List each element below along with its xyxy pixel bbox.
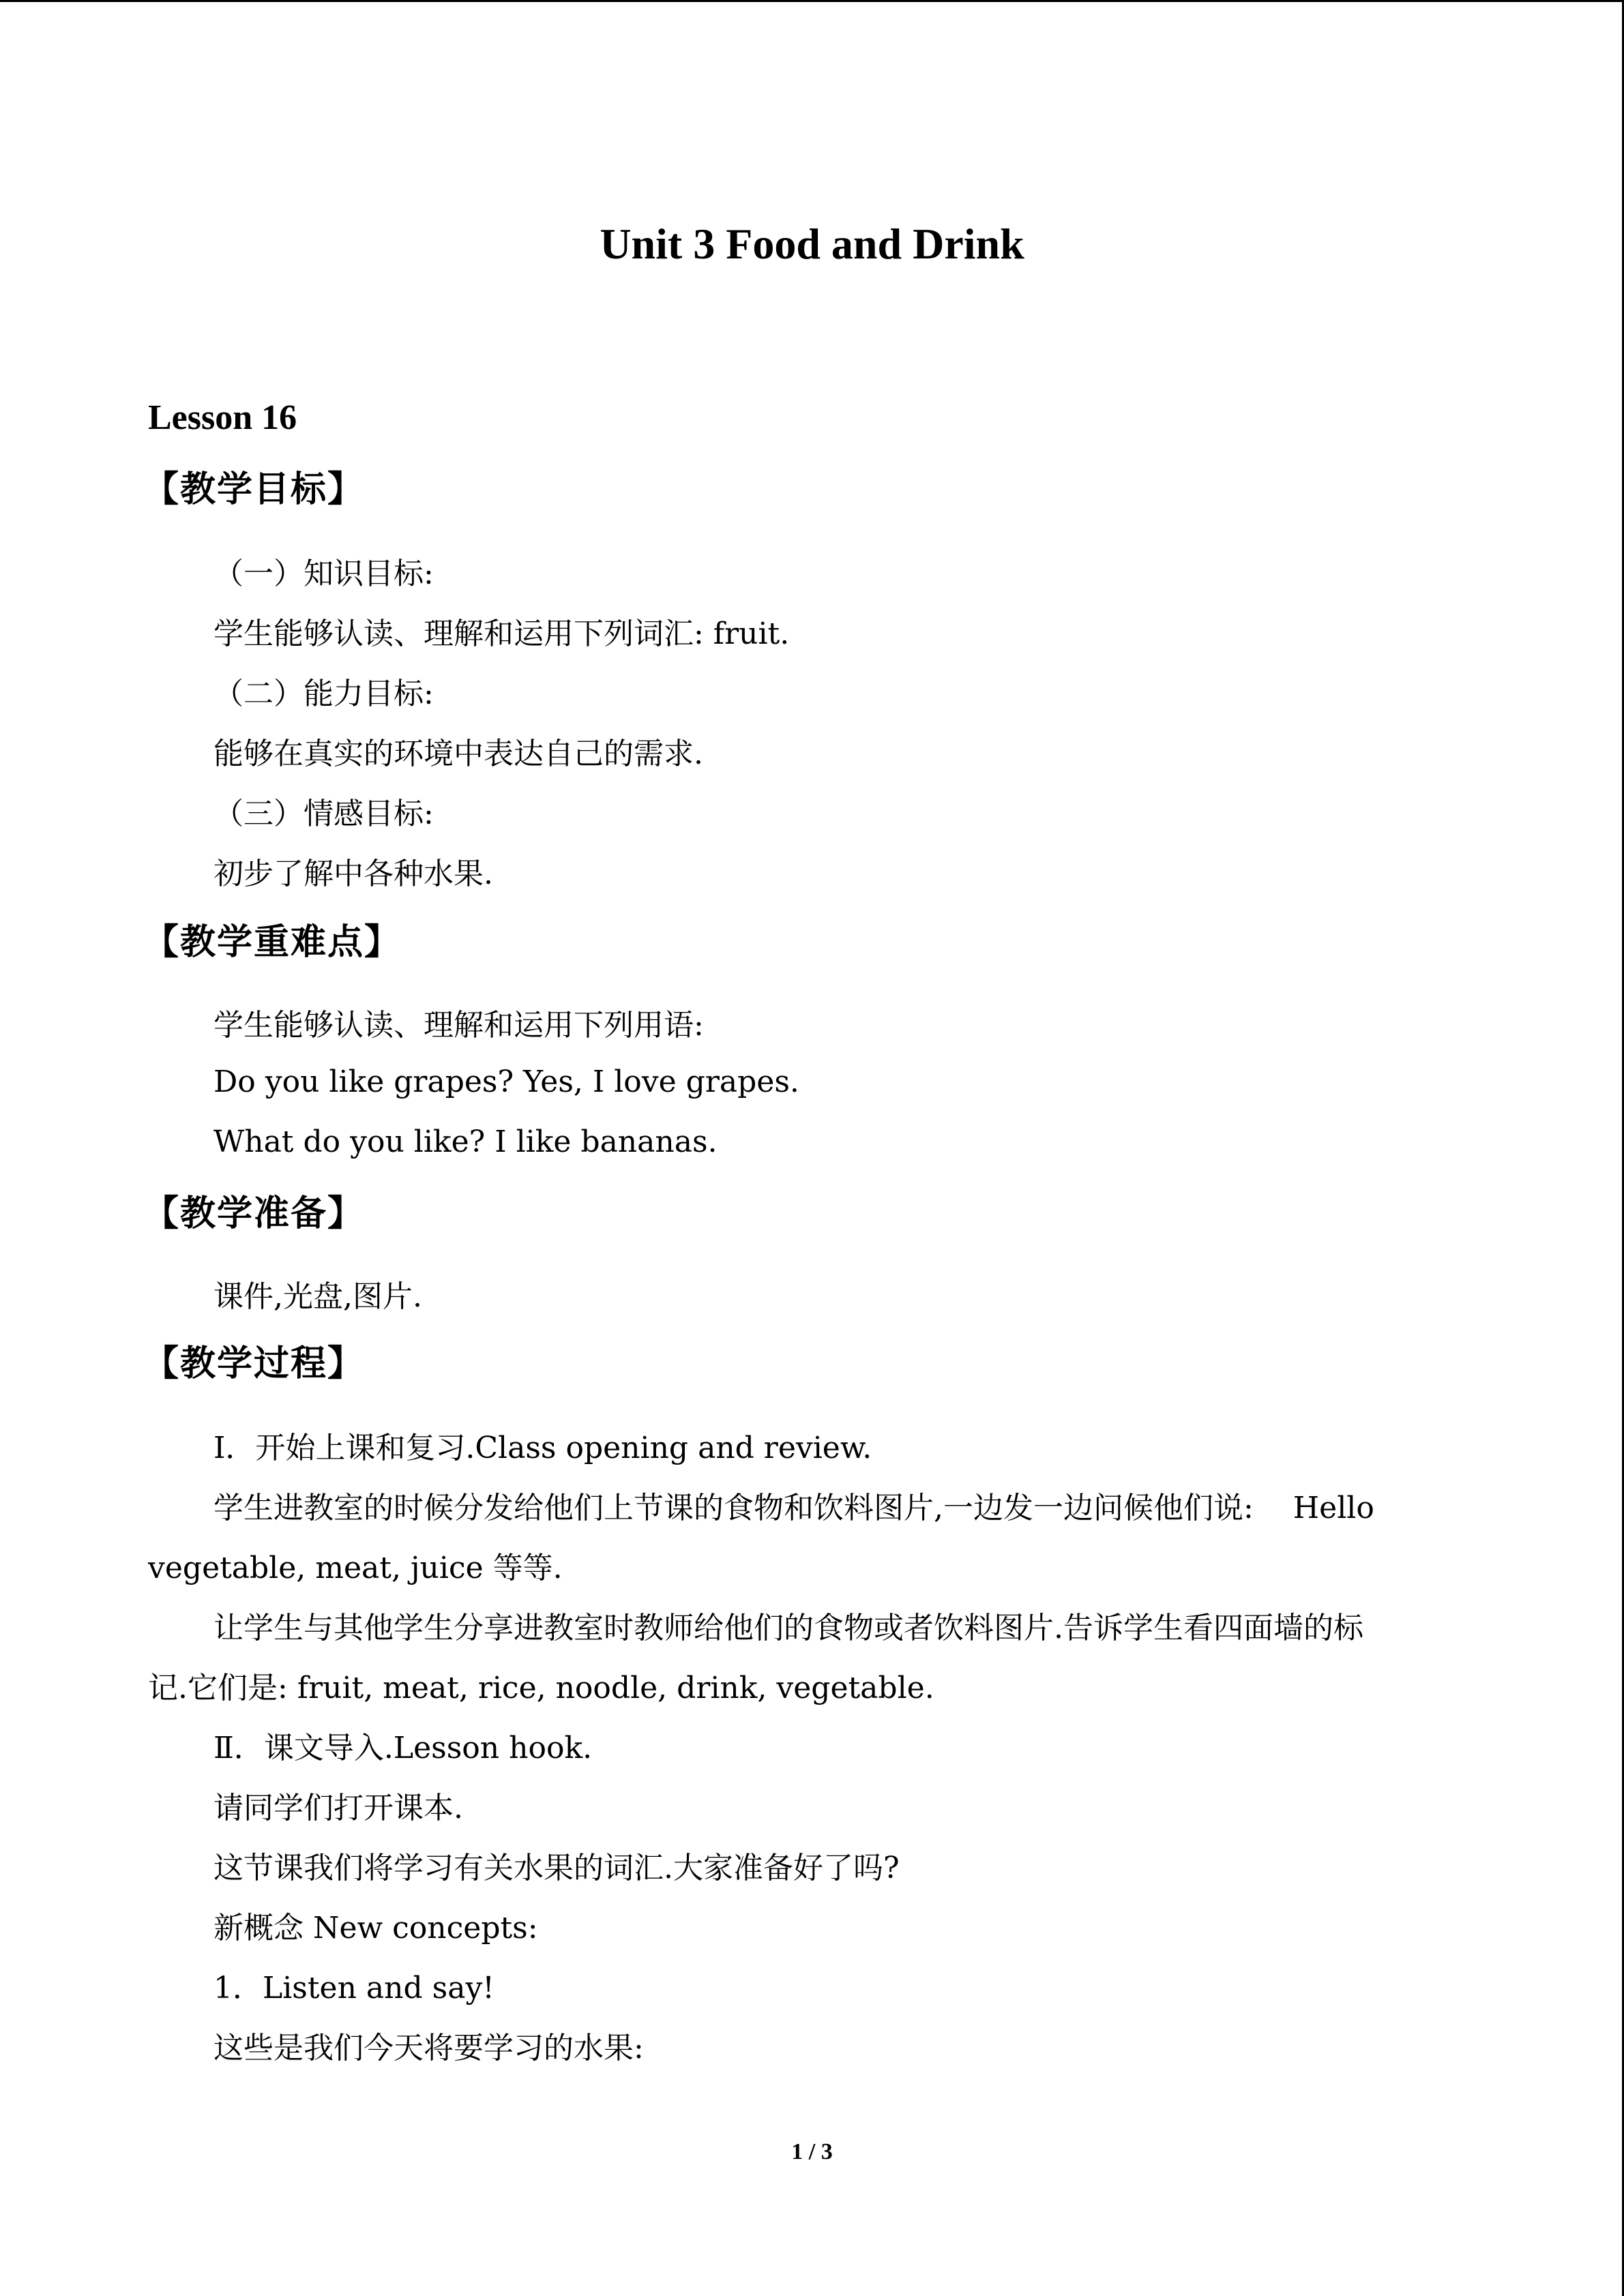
key-points-line: 学生能够认读、理解和运用下列用语: xyxy=(213,1008,704,1043)
process-line: 这些是我们今天将要学习的水果: xyxy=(213,2031,644,2066)
page-number: 1 / 3 xyxy=(791,2139,833,2164)
key-points-line: What do you like? I like bananas. xyxy=(213,1124,718,1159)
process-line: 请同学们打开课本. xyxy=(213,1791,463,1825)
section-heading-preparation: 【教学准备】 xyxy=(143,1193,365,1234)
process-line: 让学生与其他学生分享进教室时教师给他们的食物或者饮料图片.告诉学生看四面墙的标 xyxy=(213,1611,1363,1645)
objectives-line: 学生能够认读、理解和运用下列词汇: fruit. xyxy=(213,616,790,651)
process-line: Ⅰ．开始上课和复习.Class opening and review. xyxy=(213,1431,872,1465)
process-line: 这节课我们将学习有关水果的词汇.大家准备好了吗? xyxy=(213,1851,900,1885)
key-points-line: Do you like grapes? Yes, I love grapes. xyxy=(213,1064,799,1099)
objectives-line: 能够在真实的环境中表达自己的需求. xyxy=(213,736,703,771)
process-line: 记.它们是: fruit, meat, rice, noodle, drink, vegetable. xyxy=(148,1671,934,1705)
process-line: 新概念 New concepts: xyxy=(213,1911,538,1945)
section-heading-process: 【教学过程】 xyxy=(143,1343,365,1384)
process-line: 学生进教室的时候分发给他们上节课的食物和饮料图片,一边发一边问候他们说: Hello xyxy=(213,1491,1374,1525)
objectives-line: （三）情感目标: xyxy=(213,796,434,831)
lesson-label: Lesson 16 xyxy=(148,398,297,437)
section-heading-key-points: 【教学重难点】 xyxy=(143,922,402,963)
process-line: Ⅱ．课文导入.Lesson hook. xyxy=(213,1731,593,1765)
process-line: 1．Listen and say! xyxy=(213,1971,494,2006)
objectives-line: （一）知识目标: xyxy=(213,556,434,591)
preparation-line: 课件,光盘,图片. xyxy=(213,1279,422,1314)
process-line: vegetable, meat, juice 等等. xyxy=(148,1551,563,1585)
objectives-line: （二）能力目标: xyxy=(213,676,434,711)
document-title: Unit 3 Food and Drink xyxy=(600,220,1024,268)
section-heading-objectives: 【教学目标】 xyxy=(143,469,365,510)
objectives-line: 初步了解中各种水果. xyxy=(213,856,493,891)
